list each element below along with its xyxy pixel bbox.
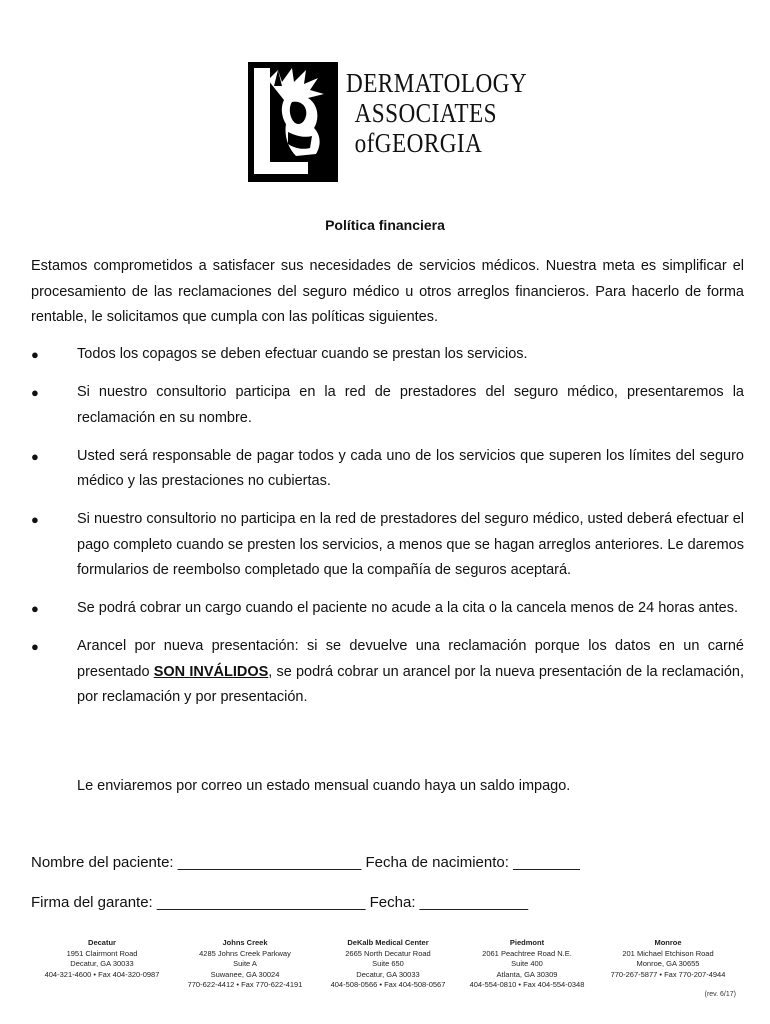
office-address: 2061 Peachtree Road N.E. — [482, 948, 572, 958]
office-city: Decatur, GA 30033 — [70, 959, 134, 969]
policy-text: Si nuestro consultorio participa en la red de prestadores del seguro médico, presentaremos la reclamación en su nombre. — [77, 384, 744, 426]
date-label: Fecha: — [369, 894, 416, 911]
policy-text: Si nuestro consultorio no participa en la red de prestadores del seguro médico, usted deberá efectuar el pago completo cuando se presten los servicios, a menos que se hagan arreglos anteriores. Le daremos formularios de reembolso completado que la compañía de seguros aceptará. — [77, 511, 744, 578]
office-suite: Suite A — [233, 959, 257, 969]
office-city: Monroe, GA 30655 — [636, 959, 700, 969]
office-phone: 404-554-0810 • Fax 404-554-0348 — [469, 980, 585, 990]
logo-line-3: ofGEORGIA — [354, 128, 483, 158]
practice-logo — [248, 62, 528, 182]
patient-name-field[interactable]: ______________________ — [177, 854, 362, 871]
statue-of-liberty-logo-mark — [248, 62, 338, 182]
office-phone: 770-622-4412 • Fax 770-622-4191 — [187, 980, 303, 990]
office-name: Decatur — [88, 938, 116, 947]
invalid-emphasis: SON INVÁLIDOS — [153, 663, 269, 680]
office-name: Monroe — [654, 938, 682, 947]
office-johns-creek — [177, 938, 313, 991]
office-suite: Suite 650 — [372, 959, 404, 969]
bullet-icon: ● — [31, 347, 39, 362]
office-monroe — [600, 938, 736, 980]
office-city: Suwanee, GA 30024 — [210, 969, 280, 979]
office-address: 201 Michael Etchison Road — [622, 948, 714, 958]
bullet-icon: ● — [31, 601, 39, 616]
date-field[interactable]: _____________ — [419, 894, 529, 911]
logo-wordmark — [346, 68, 557, 158]
office-suite: Suite 400 — [511, 959, 543, 969]
office-phone: 770-267-5877 • Fax 770-207-4944 — [610, 969, 726, 979]
office-address: 4285 Johns Creek Parkway — [199, 948, 291, 958]
policy-item — [31, 380, 744, 431]
office-dekalb — [318, 938, 458, 991]
policy-text: Todos los copagos se deben efectuar cuando se prestan los servicios. — [77, 346, 528, 362]
office-city: Decatur, GA 30033 — [356, 969, 420, 979]
policy-text: , se podrá cobrar un arancel por la nueva presentación de la reclamación, por reclamación y por presentación. — [77, 663, 744, 705]
office-phone: 404-321-4600 • Fax 404-320-0987 — [44, 969, 160, 979]
office-decatur — [34, 938, 170, 980]
revision-note: (rev. 6/17) — [704, 991, 736, 998]
policy-text: Arancel por nueva presentación: si se devuelve una reclamación porque los datos en un carné presentado — [77, 638, 744, 680]
guarantor-signature-field[interactable]: _________________________ — [156, 894, 366, 911]
policy-item — [31, 342, 744, 368]
guarantor-signature-label: Firma del garante: — [31, 894, 153, 911]
patient-info-row — [31, 852, 580, 874]
office-name: Piedmont — [509, 938, 545, 947]
guarantor-row — [31, 892, 528, 914]
logo-line-1: DERMATOLOGY — [346, 68, 528, 98]
birth-date-field[interactable]: ________ — [513, 854, 580, 871]
office-name: DeKalb Medical Center — [347, 938, 429, 947]
office-name: Johns Creek — [222, 938, 268, 947]
birth-date-label: Fecha de nacimiento: — [365, 854, 509, 871]
patient-name-label: Nombre del paciente: — [31, 854, 174, 871]
office-address: 1951 Clairmont Road — [66, 948, 138, 958]
logo-line-2: ASSOCIATES — [354, 98, 497, 128]
policy-item — [31, 444, 744, 495]
bullet-icon: ● — [31, 448, 39, 464]
statement-note: Le enviaremos por correo un estado mensual cuando haya un saldo impago. — [77, 778, 571, 794]
intro-paragraph: Estamos comprometidos a satisfacer sus necesidades de servicios médicos. Nuestra meta es simplificar el procesamiento de las reclamaciones del seguro médico u otros arreglos financieros. Para hacerlo de forma rentable, le solicitamos que cumpla con las políticas siguientes. — [31, 258, 744, 325]
office-piedmont — [459, 938, 595, 991]
bullet-icon: ● — [31, 639, 39, 654]
office-address: 2665 North Decatur Road — [345, 948, 431, 958]
policy-item-resubmission — [31, 634, 744, 711]
policy-text: Usted será responsable de pagar todos y cada uno de los servicios que superen los límites del seguro médico y las prestaciones no cubiertas. — [77, 447, 744, 489]
policy-list — [31, 342, 744, 723]
bullet-icon: ● — [31, 512, 39, 527]
policy-text: Se podrá cobrar un cargo cuando el paciente no acude a la cita o la cancela menos de 24 horas antes. — [77, 600, 738, 616]
policy-item — [31, 596, 744, 622]
office-city: Atlanta, GA 30309 — [496, 969, 558, 979]
document-title: Política financiera — [325, 217, 445, 233]
policy-item — [31, 507, 744, 584]
bullet-icon: ● — [31, 385, 39, 400]
office-phone: 404-508-0566 • Fax 404-508-0567 — [330, 980, 446, 990]
